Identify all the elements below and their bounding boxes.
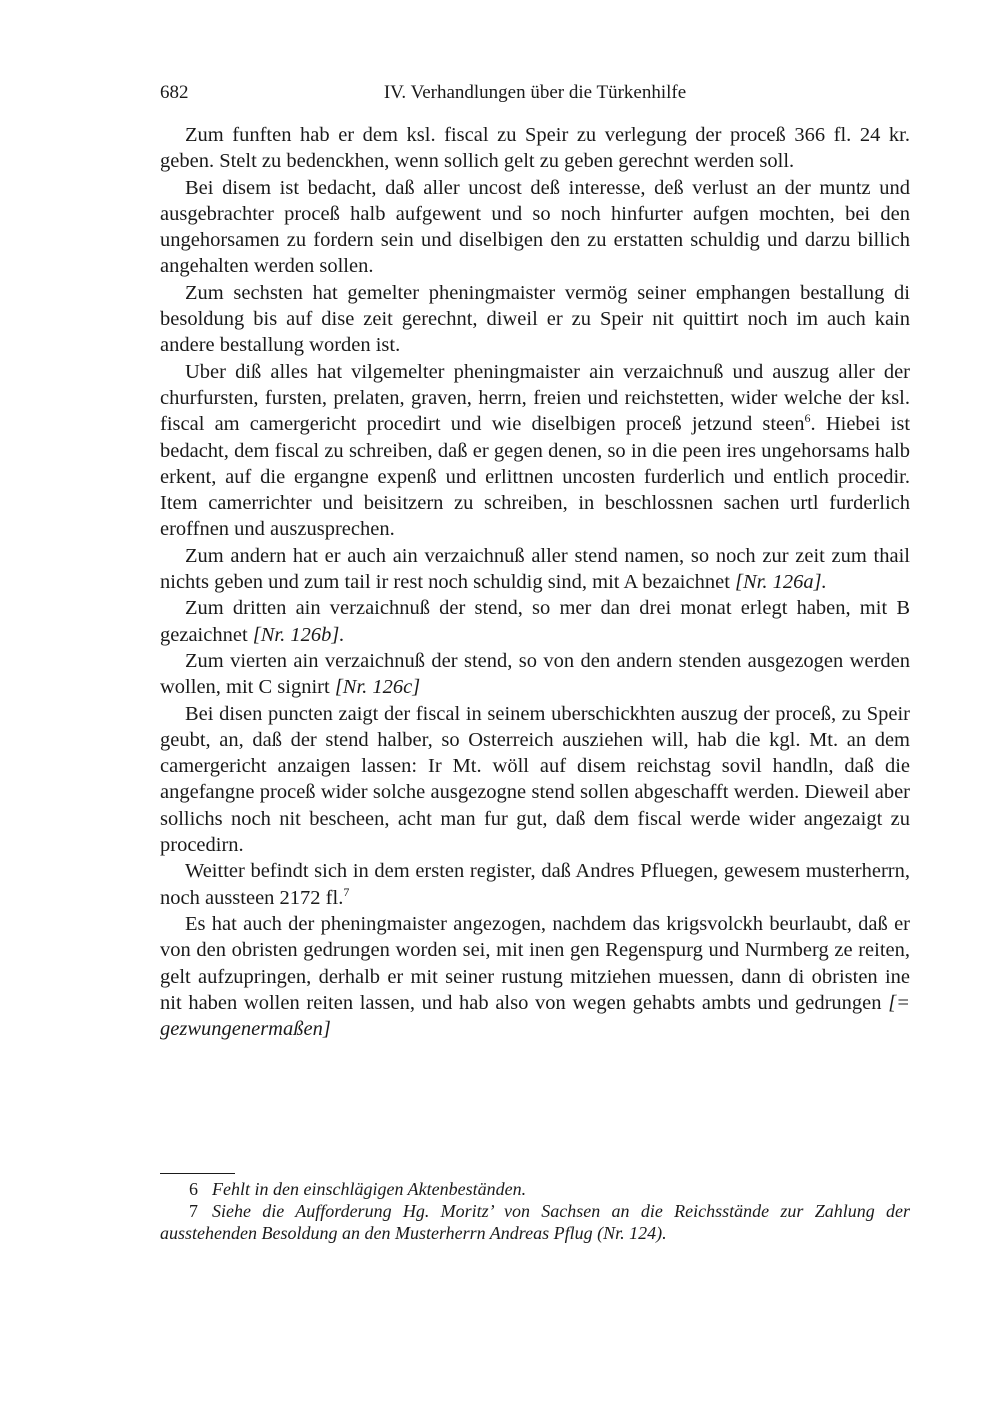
running-title: IV. Verhandlungen über die Türkenhilfe <box>383 82 687 103</box>
body-text <box>160 122 910 1042</box>
paragraph-text: Bei disen puncten zaigt der fiscal in seinem uberschickhten auszug der proceß, zu Speir geubt, an, daß der stend halber, so Osterreich ausziehen will, hab die kgl. Mt. an dem camergericht anzaigen lassen: Ir Mt. wöll auf disem reichstag sovil handln, daß die angefangne proceß wider solche ausgezogne stend sollen abgeschafft werden. Dieweil aber sollichs noch nit bescheen, acht man fur gut, daß dem fiscal werde wider angezaigt zu procedirn. <box>160 702 910 857</box>
footnote-ref-7[interactable]: 7 <box>343 884 350 899</box>
document-page <box>160 78 910 1042</box>
footnote-rule <box>160 1173 235 1174</box>
paragraph-funften <box>160 122 910 175</box>
paragraph-es-hat <box>160 911 910 1042</box>
paragraph-text: Uber diß alles hat vilgemelter pheningmaister ain verzaichnuß und auszug aller der churfursten, fursten, prelaten, graven, herrn, freien und reichstetten, wider welche der ksl. fiscal am camergericht procedirt und wie diselbigen proceß jetzund steen <box>160 360 910 436</box>
paragraph-text: Zum vierten ain verzaichnuß der stend, so von den andern stenden ausgezogen werden wollen, mit C signirt <box>160 649 910 699</box>
paragraph-text: Weitter befindt sich in dem ersten register, daß Andres Pfluegen, gewesem musterherrn, noch aussteen 2172 fl. <box>160 860 910 909</box>
footnote-text: Siehe die Aufforderung Hg. Moritz’ von Sachsen an die Reichsstände zur Zahlung der ausstehenden Besoldung an den Musterherrn Andreas Pflug (Nr. 124). <box>160 1201 910 1243</box>
paragraph-text: Es hat auch der pheningmaister angezogen, nachdem das krigsvolckh beurlaubt, daß er von den obristen gedrungen worden sei, mit inen gen Regenspurg und Nurmberg ze reiten, gelt aufzupringen, derhalb er mit seiner rustung mitziehen muessen, dann di obristen ine nit haben wollen reiten lassen, und hab also von wegen gehabts ambts und gedrungen <box>160 912 910 1014</box>
paragraph-text: Zum funften hab er dem ksl. fiscal zu Speir zu verlegung der proceß 366 fl. 24 kr. geben. Stelt zu bedenckhen, wenn sollich gelt zu geben gerechnt werden soll. <box>160 124 910 173</box>
running-head <box>160 78 910 108</box>
footnote-number: 6 <box>189 1179 198 1199</box>
paragraph-text: Zum andern hat er auch ain verzaichnuß aller stend namen, so noch zur zeit zum thail nichts geben und zum tail ir rest noch schuldig sind, mit A bezaichnet <box>160 544 910 594</box>
cross-reference: [Nr. 126c] <box>334 676 421 699</box>
paragraph-text: Bei disem ist bedacht, daß aller uncost deß interesse, deß verlust an der muntz und ausgebrachter proceß halb aufgewent und so noch hinfurter aufgen mochten, bei den ungehorsamen zu fordern sein und diselbigen den zu erstatten schuldig und darzu billich angehalten werden sollen. <box>160 176 910 278</box>
paragraph-puncten <box>160 701 910 859</box>
cross-reference: [Nr. 126a]. <box>735 571 827 594</box>
paragraph-bedacht <box>160 175 910 280</box>
paragraph-weitter <box>160 858 910 911</box>
page-number: 682 <box>160 82 189 103</box>
paragraph-uber-diss <box>160 359 910 543</box>
footnote-ref-6[interactable]: 6 <box>804 411 811 426</box>
paragraph-vierten <box>160 648 910 701</box>
paragraph-andern <box>160 543 910 596</box>
footnote-6 <box>160 1178 910 1200</box>
paragraph-dritten <box>160 595 910 648</box>
paragraph-sechsten <box>160 280 910 359</box>
paragraph-text: Zum sechsten hat gemelter pheningmaister vermög seiner emphangen bestallung di besoldung bis auf dise zeit gerechnt, diweil er zu Speir nit quittirt noch im auch kain andere bestallung worden ist. <box>160 281 910 357</box>
paragraph-text: . Hiebei ist bedacht, dem fiscal zu schreiben, daß er gegen denen, so in die peen ires ungehorsams halb erkent, auf die ergangne expenß und erlittnen uncosten furderlich und entlich procedir. Item camerrichter und beisitzern zu schreiben, in beschlossnen sachen urtl furderlich eroffnen und auszusprechen. <box>160 413 911 541</box>
footnotes <box>160 1173 910 1244</box>
editorial-gloss: [= gezwungenermaßen] <box>160 991 910 1041</box>
footnote-number: 7 <box>189 1201 198 1221</box>
footnote-7 <box>160 1200 910 1244</box>
footnote-text: Fehlt in den einschlägigen Aktenbeständen. <box>212 1179 527 1199</box>
paragraph-text: Zum dritten ain verzaichnuß der stend, so mer dan drei monat erlegt haben, mit B gezaichnet <box>160 597 910 646</box>
cross-reference: [Nr. 126b]. <box>252 623 345 646</box>
